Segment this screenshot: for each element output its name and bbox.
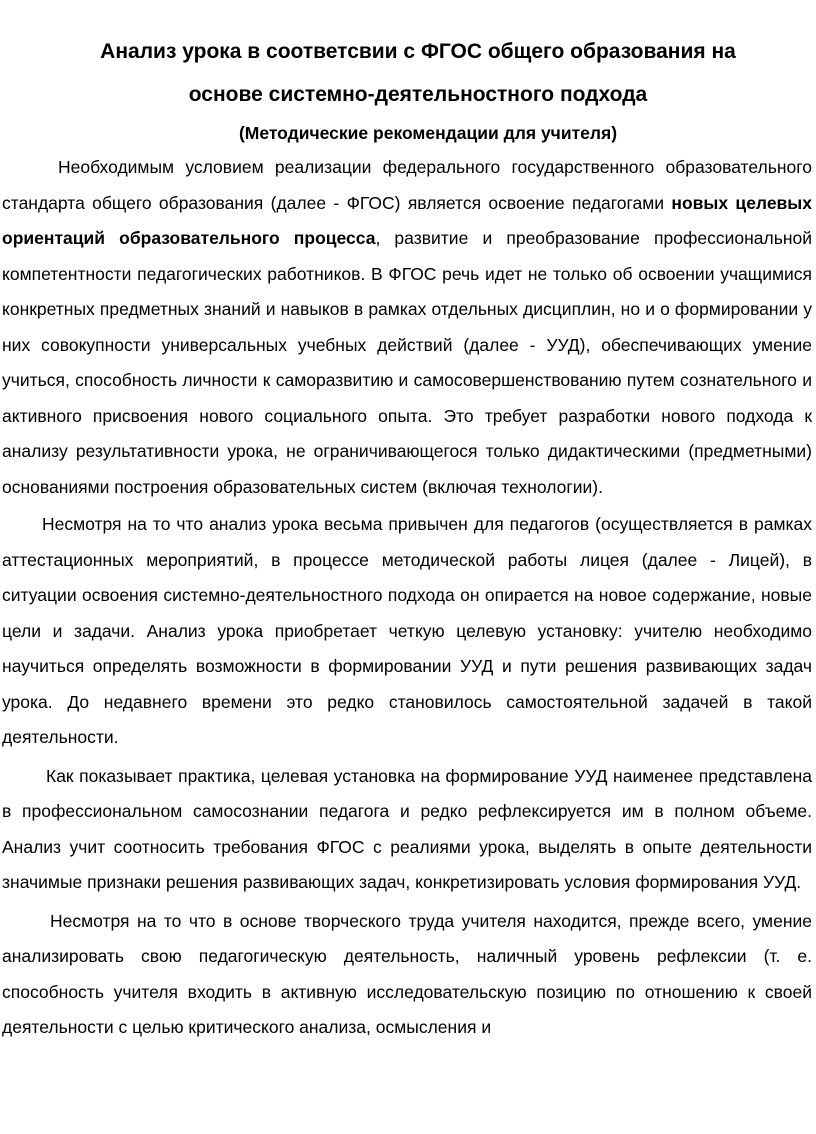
- title-line-2: основе системно-деятельностного подхода: [188, 83, 648, 106]
- paragraph-1-bold-phrase: новых целевых ориентаций образовательного процесса: [2, 192, 812, 248]
- paragraph-1: [0, 150, 816, 505]
- paragraph-3: Как показывает практика, целевая установка на формирование УУД наименее представлена в профессиональном самосознании педагога и редко рефлексируется им в полном объеме. Анализ учит соотносить требования ФГОС с реалиями урока, выделять в опыте деятельности значимые признаки решения развивающих задач, конкретизировать условия формирования УУД.: [2, 765, 812, 892]
- paragraph-1-text-start: Необходимым условием реализации федерального государственного образовательного стандарта общего образования (далее - ФГОС) является освоение педагогами: [2, 157, 812, 213]
- paragraph-2: Несмотря на то что анализ урока весьма привычен для педагогов (осуществляется в рамках аттестационных мероприятий, в процессе методической работы лицея (далее - Лицей), в ситуации освоения системно-деятельностного подхода он опирается на новое содержание, новые цели и задачи. Анализ урока приобретает четкую целевую установку: учителю необходимо научиться определять возможности в формировании УУД и пути решения развивающих задач урока. До недавнего времени это редко становилось самостоятельной задачей в такой деятельности.: [2, 514, 812, 747]
- paragraph-1-text-end: , развитие и преобразование профессиональной компетентности педагогических работников. В ФГОС речь идет не только об освоении учащимися конкретных предметных знаний и навыков в рамках отдельных дисциплин, но и о формировании у них совокупности универсальных учебных действий (далее - УУД), обеспечивающих умение учиться, способность личности к саморазвитию и самосовершенствованию путем сознательного и активного присвоения нового социального опыта. Это требует разработки нового подхода к анализу результативности урока, не ограничивающегося только дидактическими (предметными) основаниями построения образовательных систем (включая технологии).: [2, 228, 812, 497]
- document-title: [0, 30, 816, 116]
- paragraph-4: Несмотря на то что в основе творческого труда учителя находится, прежде всего, умение анализировать свою педагогическую деятельность, наличный уровень рефлексии (т. е. способность учителя входить в активную исследовательскую позицию по отношению к своей деятельности с целью критического анализа, осмысления и: [2, 910, 812, 1037]
- title-line-1: Анализ урока в соответсвии с ФГОС общего образования на: [100, 40, 736, 63]
- document-subtitle: (Методические рекомендации для учителя): [238, 123, 618, 143]
